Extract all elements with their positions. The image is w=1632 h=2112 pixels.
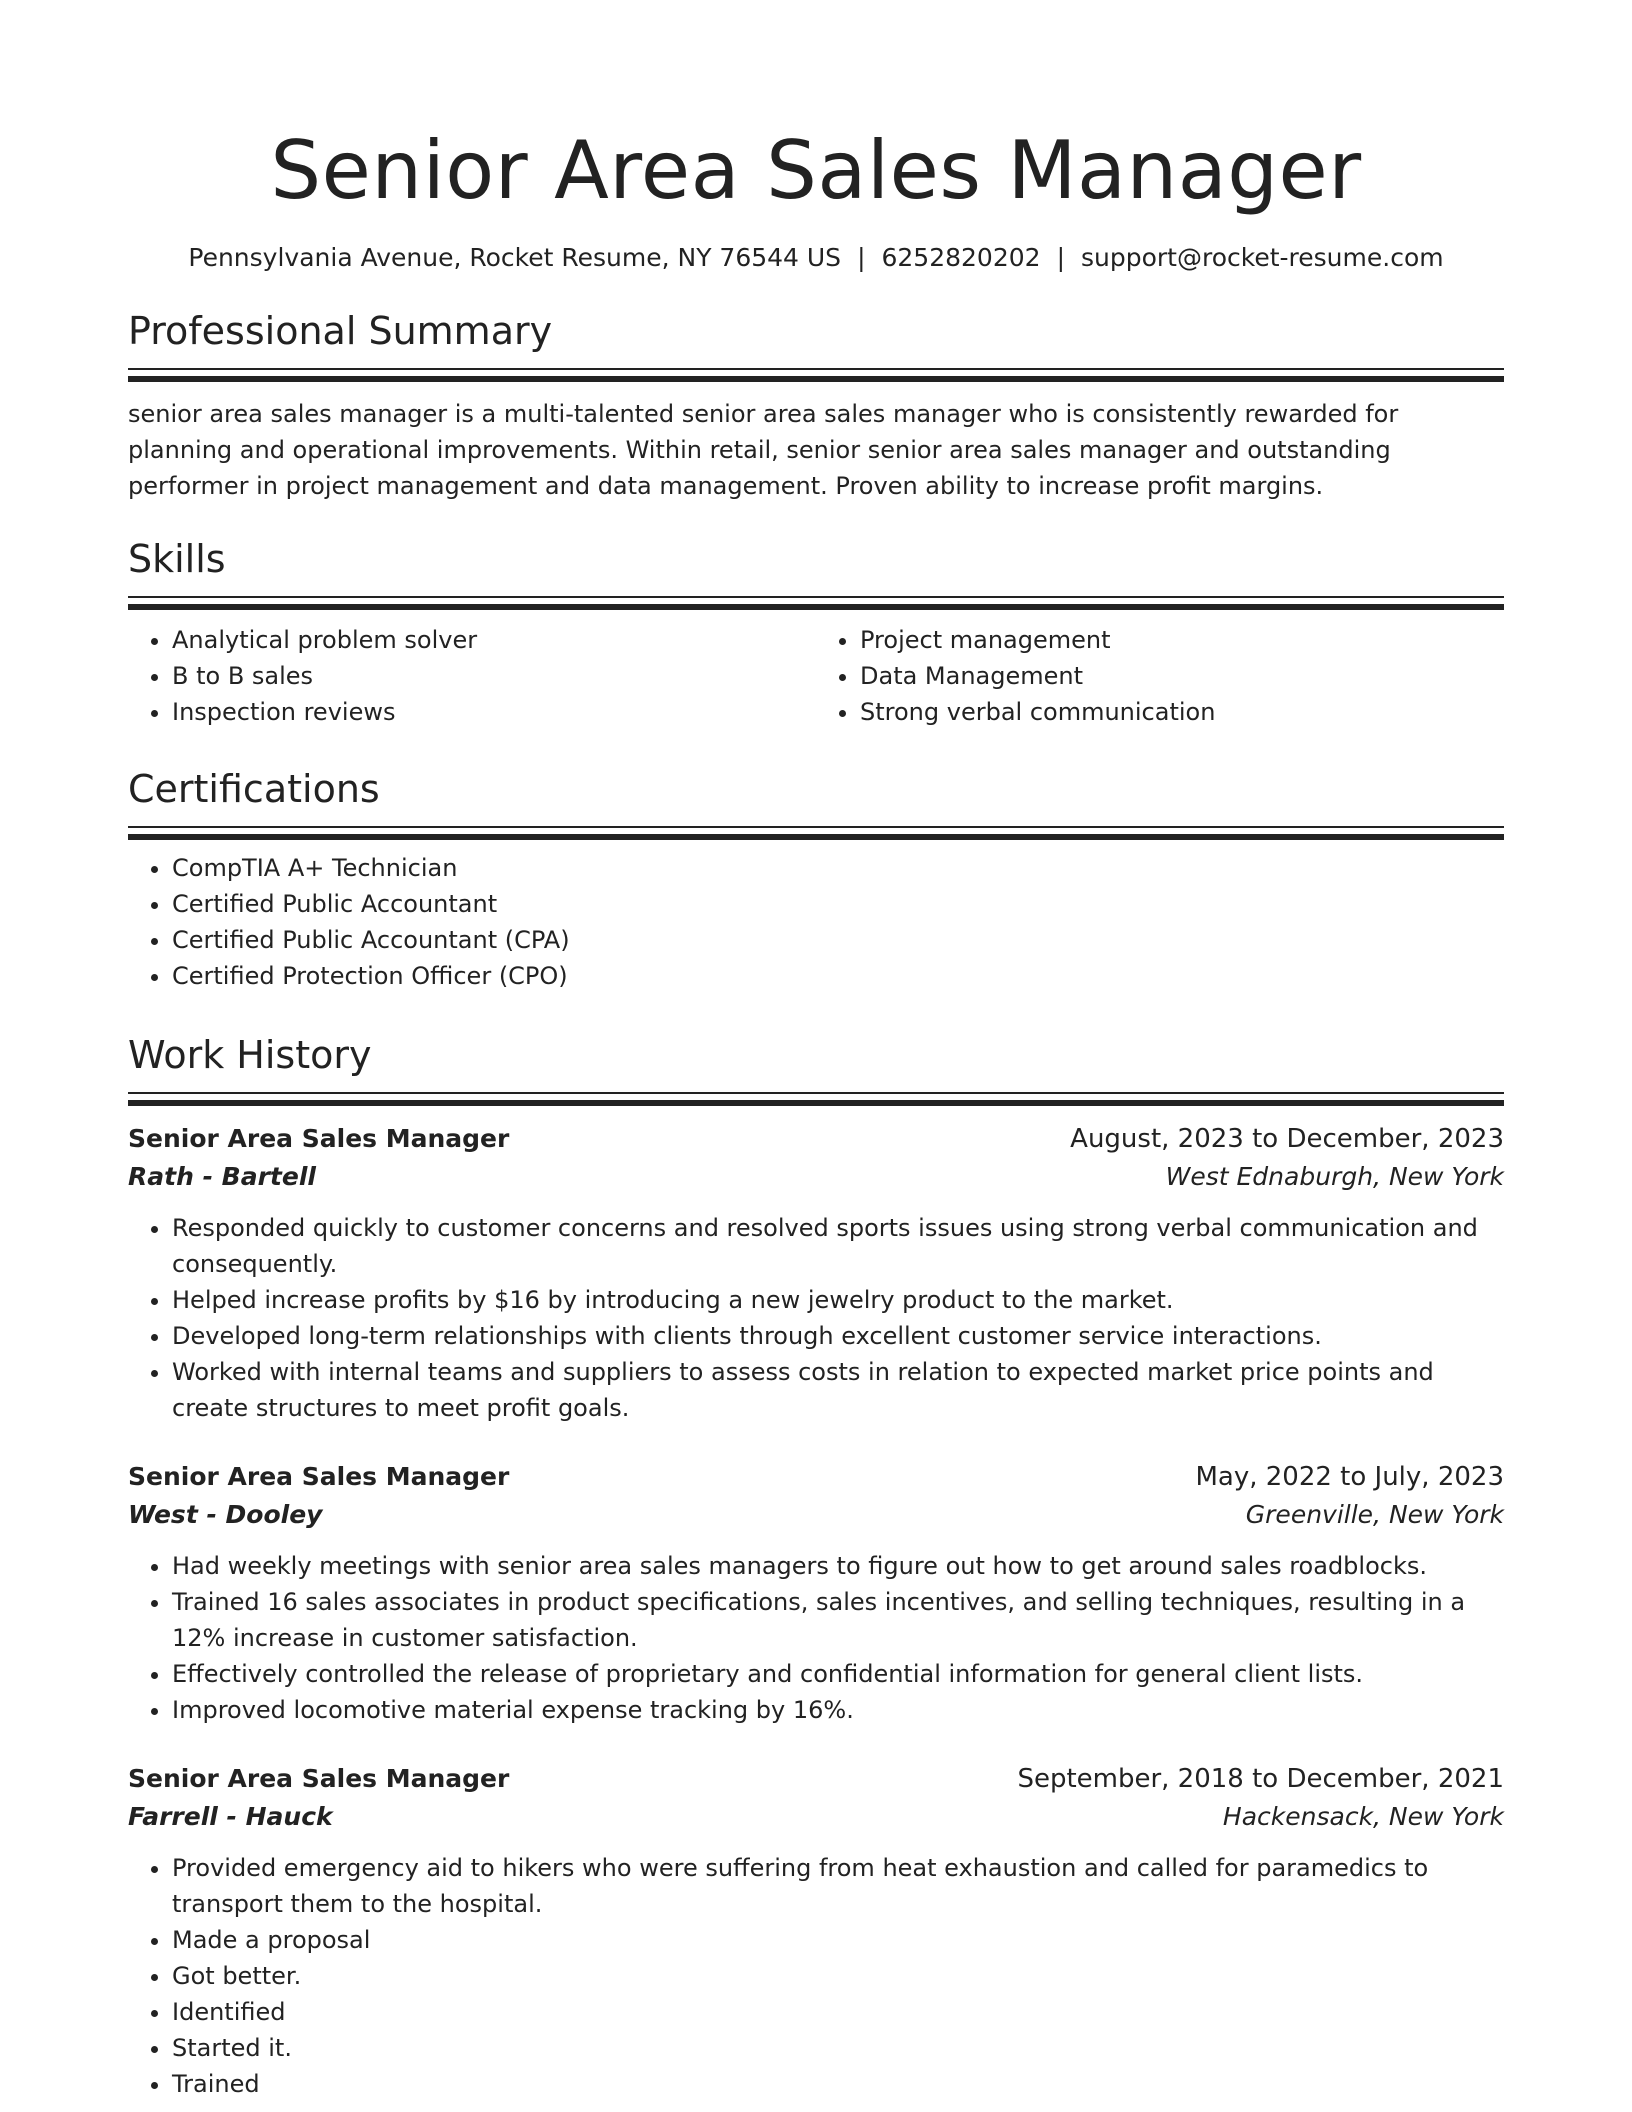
job-company: West - Dooley [128, 1500, 323, 1529]
job-entry [128, 1458, 1504, 1728]
certification-item: • Certified Public Accountant (CPA) [172, 922, 1504, 958]
job-bullet-list [128, 1210, 1504, 1426]
job-header-row [128, 1760, 1504, 1798]
job-dates: May, 2022 to July, 2023 [1195, 1462, 1504, 1492]
certification-item: • CompTIA A+ Technician [172, 850, 1504, 886]
job-entry [128, 1760, 1504, 2102]
job-company: Farrell - Hauck [128, 1802, 333, 1831]
job-subheader-row [128, 1798, 1504, 1836]
skills-list-left [128, 622, 816, 730]
job-bullet: • Worked with internal teams and suppliers to assess costs in relation to expected market price points and create structures to meet profit goals. [172, 1354, 1504, 1426]
skill-item: • Inspection reviews [172, 694, 816, 730]
contact-separator: | [1056, 243, 1065, 272]
resume-name: Senior Area Sales Manager [270, 124, 1362, 217]
skills-column-right [816, 622, 1504, 730]
job-bullet: • Trained 16 sales associates in product specifications, sales incentives, and selling techniques, resulting in a 12% increase in customer satisfaction. [172, 1584, 1504, 1656]
certification-item: • Certified Protection Officer (CPO) [172, 958, 1504, 994]
job-subheader-row [128, 1496, 1504, 1534]
job-bullet: • Had weekly meetings with senior area sales managers to figure out how to get around sales roadblocks. [172, 1548, 1504, 1584]
job-location: Hackensack, New York [1222, 1802, 1504, 1831]
job-location: West Ednaburgh, New York [1165, 1162, 1504, 1191]
skill-item: • Data Management [860, 658, 1504, 694]
job-dates: August, 2023 to December, 2023 [1070, 1124, 1504, 1154]
summary-section [128, 306, 1504, 504]
job-title: Senior Area Sales Manager [128, 1462, 510, 1491]
job-entry [128, 1120, 1504, 1426]
contact-phone: 6252820202 [881, 243, 1041, 272]
resume-page [128, 0, 1504, 2102]
job-company: Rath - Bartell [128, 1162, 316, 1191]
job-bullet: • Trained [172, 2066, 1504, 2102]
job-bullet: • Effectively controlled the release of proprietary and confidential information for general client lists. [172, 1656, 1504, 1692]
skill-item: • Project management [860, 622, 1504, 658]
section-divider [128, 826, 1504, 840]
certifications-section [128, 764, 1504, 994]
section-divider [128, 596, 1504, 610]
section-divider [128, 1092, 1504, 1106]
job-bullet-list [128, 1548, 1504, 1728]
job-bullet: • Made a proposal [172, 1922, 1504, 1958]
skill-item: • Strong verbal communication [860, 694, 1504, 730]
job-subheader-row [128, 1158, 1504, 1196]
job-dates: September, 2018 to December, 2021 [1017, 1764, 1504, 1794]
certification-item: • Certified Public Accountant [172, 886, 1504, 922]
job-bullet: • Developed long-term relationships with clients through excellent customer service interactions. [172, 1318, 1504, 1354]
work-history-section [128, 1030, 1504, 2102]
skill-item: • B to B sales [172, 658, 816, 694]
job-header-row [128, 1458, 1504, 1496]
certifications-list [128, 850, 1504, 994]
section-title-certifications: Certifications [128, 767, 380, 811]
skill-item: • Analytical problem solver [172, 622, 816, 658]
section-title-skills: Skills [128, 537, 226, 581]
contact-line [128, 240, 1504, 276]
contact-address: Pennsylvania Avenue, Rocket Resume, NY 76544 US [188, 243, 842, 272]
job-bullet: • Responded quickly to customer concerns and resolved sports issues using strong verbal communication and consequently. [172, 1210, 1504, 1282]
job-bullet: • Improved locomotive material expense tracking by 16%. [172, 1692, 1504, 1728]
skills-grid [128, 622, 1504, 730]
job-bullet: • Identified [172, 1994, 1504, 2030]
summary-text: senior area sales manager is a multi-talented senior area sales manager who is consistently rewarded for planning and operational improvements. Within retail, senior senior area sales manager and outstanding performer in project management and data management. Proven ability to increase profit margins. [128, 400, 1399, 500]
section-title-summary: Professional Summary [128, 309, 553, 353]
skills-column-left [128, 622, 816, 730]
job-location: Greenville, New York [1245, 1500, 1504, 1529]
job-bullet-list [128, 1850, 1504, 2102]
job-title: Senior Area Sales Manager [128, 1124, 510, 1153]
contact-separator: | [857, 243, 866, 272]
job-bullet: • Provided emergency aid to hikers who were suffering from heat exhaustion and called for paramedics to transport them to the hospital. [172, 1850, 1504, 1922]
job-bullet: • Got better. [172, 1958, 1504, 1994]
job-header-row [128, 1120, 1504, 1158]
contact-email: support@rocket-resume.com [1081, 243, 1444, 272]
job-bullet: • Started it. [172, 2030, 1504, 2066]
job-bullet: • Helped increase profits by $16 by introducing a new jewelry product to the market. [172, 1282, 1504, 1318]
skills-section [128, 534, 1504, 730]
section-title-work-history: Work History [128, 1033, 372, 1077]
skills-list-right [816, 622, 1504, 730]
job-title: Senior Area Sales Manager [128, 1764, 510, 1793]
section-divider [128, 368, 1504, 382]
